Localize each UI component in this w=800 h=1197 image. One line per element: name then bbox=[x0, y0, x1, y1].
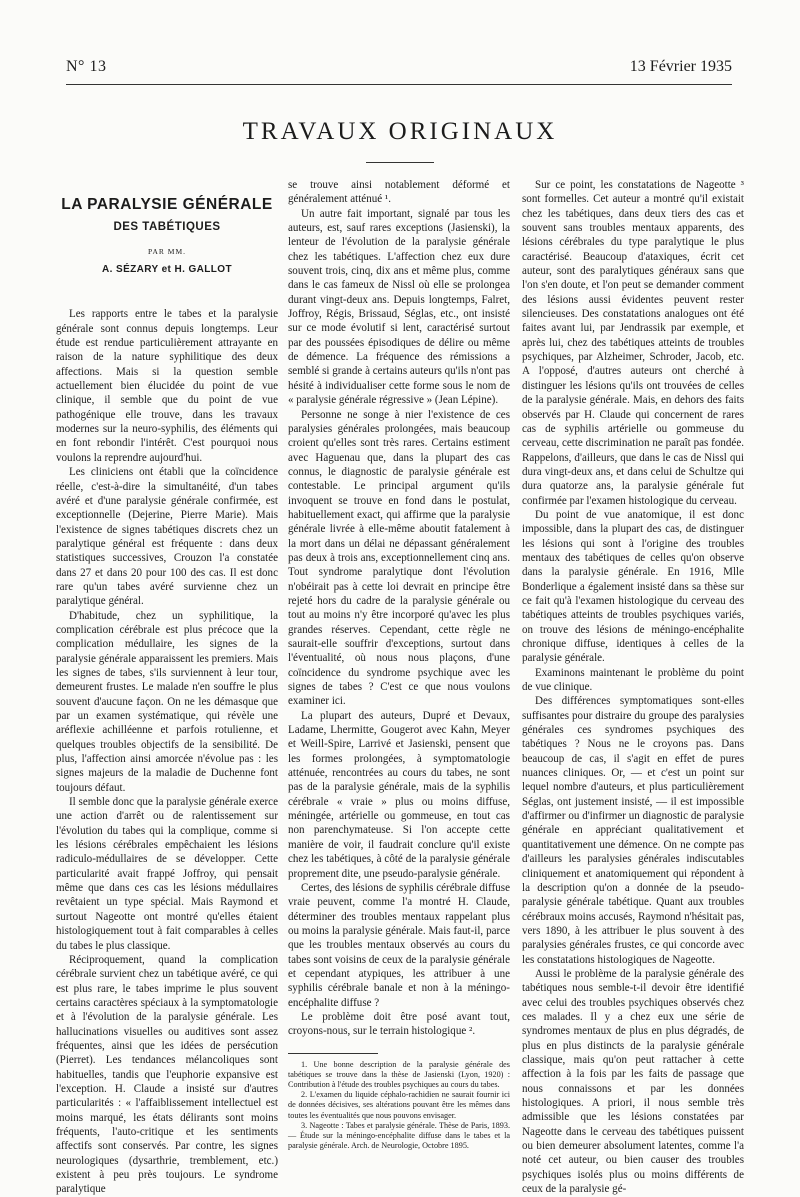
section-title: TRAVAUX ORIGINAUX bbox=[242, 118, 558, 145]
authors: A. SÉZARY et H. GALLOT bbox=[102, 264, 232, 276]
column-3 bbox=[522, 178, 744, 1196]
column-2 bbox=[288, 178, 510, 1151]
paragraph: Le problème doit être posé avant tout, croyons-nous, sur le terrain histologique ². bbox=[288, 1010, 510, 1038]
paragraph: Du point de vue anatomique, il est donc impossible, dans la plupart des cas, de distinguer les lésions qui sont à l'origine des troubles mentaux des tabétiques de celles qu'on observe dans la paralysie générale. En 1916, Mlle Bonderlique a également insisté dans sa thèse sur ce fait qu'à l'examen histologique du cerveau des tabétiques atteints de troubles psychiques variés, on trouve des lésions de méningo-encéphalite chronique diffuse, identiques à celles de la paralysie générale. bbox=[522, 508, 744, 665]
issue-date: 13 Février 1935 bbox=[629, 58, 732, 75]
paragraph: Des différences symptomatiques sont-elles suffisantes pour distraire du groupe des paralysies générales ces syndromes psychiques des tabétiques ? Nous ne le croyons pas. Dans beaucoup de cas, il s'agit en effet de pures nuances cliniques. Or, — et c'est un point sur lequel nombre d'auteurs, et plus particulièrement Séglas, ont justement insisté, — il est impossible d'affirmer ou d'infirmer un diagnostic de paralysie générale en appréciant qualitativement et quantitativement une démence. On ne compte pas d'ailleurs les paralysies générales indiscutables cliniquement et anatomiquement qui répondent à la description qu'on a donnée de la pseudo-paralysie générale tabétique. Quant aux troubles cérébraux moins accusés, Raymond n'hésitait pas, vers 1890, à les attribuer le plus souvent à des paralysies générales frustes, ce qui concorde avec les constatations histologiques de Nageotte. bbox=[522, 695, 744, 966]
paragraph: Sur ce point, les constatations de Nageotte ³ sont formelles. Cet auteur a montré qu'il existait chez les tabétiques, dans deux tiers des cas et souvent sans troubles mentaux apparents, des lésions cérébrales du type paralytique le plus caractérisé. Beaucoup d'ataxiques, écrit cet auteur, sont des paralytiques généraux sans que l'on s'en doute, et l'on peut se demander comment des lésions aussi évidentes peuvent rester silencieuses. Des constatations analogues ont été faites avant lui, par Jendrassik par exemple, et après lui, chez des tabétiques atteints de troubles psychiques, par Alzheimer, Schroder, Jacob, etc. A l'opposé, d'autres auteurs ont cherché à distinguer les lésions qu'ils ont trouvées de celles de la paralysie générale. Mais, en dehors des faits observés par H. Claude qui concernent de rares cas de syphilis artérielle ou gommeuse du cerveau, cette discrimination ne paraît pas fondée. Rappelons, d'ailleurs, que dans le cas de Nissl qui dura vingt-deux ans, et dans celui de Schultze qui dura quatorze ans, la paralysie générale fut confirmée par l'examen histologique du cerveau. bbox=[522, 179, 744, 507]
paragraph: Personne ne songe à nier l'existence de ces paralysies générales prolongées, mais beaucoup croient qu'elles sont très rares. Certains estiment avec Haguenau que, dans la plupart des cas connus, le diagnostic de paralysie générale est contestable. Le principal argument qu'ils invoquent se trouve en fond dans le postulat, habituellement exact, qui affirme que la paralysie générale livrée à elle-même aboutit fatalement à la mort dans un délai ne dépassant généralement pas deux à trois ans, exceptionnellement cinq ans. Tout syndrome paralytique dont l'évolution n'obéirait pas à cette loi devrait en principe être rejeté hors du cadre de la paralysie générale ou tout au moins n'y être incorporé qu'avec les plus grandes réserves. Cependant, cette règle ne saurait-elle souffrir d'exceptions, surtout dans l'éventualité, où nous nous plaçons, d'une coïncidence du syndrome psychique avec les signes de tabes ? C'est ce que nous voulons examiner ici. bbox=[288, 408, 510, 708]
article-subtitle: DES TABÉTIQUES bbox=[113, 221, 221, 234]
paragraph: Certes, des lésions de syphilis cérébrale diffuse vraie peuvent, comme l'a montré H. Claude, déterminer des troubles mentaux rappelant plus ou moins la paralysie générale. Mais faut-il, parce que les troubles mentaux observés au cours du tabes sont voisins de ceux de la paralysie générale et cependant atypiques, les attribuer à une syphilis cérébrale banale et non à la méningo-encéphalite diffuse ? bbox=[288, 881, 510, 1009]
paragraph: Les cliniciens ont établi que la coïncidence réelle, c'est-à-dire la simultanéité, d'un tabes avéré et d'une paralysie générale confirmée, est exceptionnelle (Dejerine, Pierre Marie). Mais l'existence de signes tabétiques discrets chez un paralytique général est fréquente : dans deux statistiques successives, Crouzon l'a constatée dans 27 et dans 20 pour 100 des cas. Il est donc rare qu'un tabes avéré survienne chez un paralytique général. bbox=[56, 466, 278, 608]
footnote-rule bbox=[288, 1053, 378, 1054]
paragraph: La plupart des auteurs, Dupré et Devaux, Ladame, Lhermitte, Gougerot avec Kahn, Meyer et Weill-Spire, Larrivé et Jasienski, pensent que les formes prolongées, à symptomatologie atténuée, rencontrées au cours du tabes, ne sont pas de la paralysie générale, mais de la syphilis cérébrale « vraie » plus ou moins diffuse, méningée, artérielle ou gommeuse, en tout cas non parenchymateuse. Si l'on accepte cette manière de voir, il faudrait conclure qu'il existe chez les tabétiques, à côté de la paralysie générale proprement dite, une pseudo-paralysie générale. bbox=[288, 709, 510, 880]
footnote: 3. Nageotte : Tabes et paralysie générale. Thèse de Paris, 1893. — Étude sur la méningo-encéphalite diffuse dans le tabes et la paralysie générale. Arch. de Neurologie, Octobre 1895. bbox=[288, 1120, 510, 1151]
section-rule bbox=[366, 162, 434, 163]
header-rule bbox=[66, 84, 732, 85]
paragraph: Réciproquement, quand la complication cérébrale survient chez un tabétique avéré, ce qui est plus rare, le tabes imprime le plus souvent certains caractères spéciaux à la symptomatologie et à l'évolution de la paralysie générale. Les hallucinations visuelles ou auditives sont assez fréquentes, ainsi que les idées de persécution (Pierret). Les tendances mélancoliques sont habituelles, tandis que l'euphorie expansive est l'exception. H. Claude a insisté sur d'autres particularités : « l'affaiblissement intellectuel est moins marqué, les états délirants sont moins fréquents, l'auto-critique et les sentiments affectifs sont conservés. Par contre, les signes neurologiques (dysarthrie, tremblement, etc.) existent à peu près toujours. Le syndrome paralytique bbox=[56, 953, 278, 1196]
paragraph: Examinons maintenant le problème du point de vue clinique. bbox=[522, 666, 744, 694]
paragraph: Les rapports entre le tabes et la paralysie générale sont connus depuis longtemps. Leur étude est rendue particulièrement attrayante en raison de la nature syphilitique des deux affections. Mais si la question semble actuellement bien élucidée du point de vue clinique, il semble que du point de vue pathogénique elle trouve, dans les travaux modernes sur la neuro-syphilis, des éléments qui en font rebondir l'intérêt. C'est pourquoi nous voulons la reprendre aujourd'hui. bbox=[56, 308, 278, 464]
byline-prefix: PAR MM. bbox=[148, 246, 186, 256]
article-title: LA PARALYSIE GÉNÉRALE bbox=[61, 196, 273, 213]
issue-number: N° 13 bbox=[66, 58, 107, 75]
paragraph: Aussi le problème de la paralysie générale des tabétiques nous semble-t-il devoir être identifié avec celui des troubles psychiques observés chez ces malades. Il y a chez eux une série de syndromes mentaux de plus en plus dégradés, de plus en plus distincts de la paralysie générale classique, mais qu'on peut rattacher à cette affection à la fois par les faits de passage que nous connaissons et par les données histologiques. A priori, il nous semble très admissible que les lésions constatées par Nageotte dans le cerveau des tabétiques puissent ou bien demeurer absolument latentes, comme l'a noté cet auteur, ou bien causer des troubles psychiques isolés plus ou moins différents de ceux de la paralysie gé- bbox=[522, 967, 744, 1196]
paragraph: se trouve ainsi notablement déformé et généralement atténué ¹. bbox=[288, 179, 510, 206]
paragraph: Il semble donc que la paralysie générale exerce une action d'arrêt ou de ralentissement sur l'évolution du tabes qui la complique, comme si les lésions cérébrales empêchaient les lésions radiculo-médullaires de se développer. Cette particularité avait frappé Joffroy, qui pensait même que dans ces cas les lésions médullaires revêtaient un type spécial. Mais Raymond et surtout Nageotte ont montré qu'elles étaient histologiquement tout à fait comparables à celles du tabes le plus classique. bbox=[56, 796, 278, 952]
column-1 bbox=[56, 192, 278, 1197]
paragraph: D'habitude, chez un syphilitique, la complication cérébrale est plus précoce que la complication médullaire, les signes de la paralysie générale apparaissent les premiers. Mais les signes de tabes, s'ils surviennent à leur tour, demeurent frustes. Le malade n'en souffre le plus souvent d'aucune façon. On ne les démasque que par un examen systématique, qui révèle une aréflexie achilléenne et parfois rotulienne, et quelques troubles objectifs de la sensibilité. De plus, l'affection ainsi amorcée n'évolue pas : les signes majeurs de la maladie de Duchenne font toujours défaut. bbox=[56, 609, 278, 794]
paragraph: Un autre fait important, signalé par tous les auteurs, est, sauf rares exceptions (Jasienski), la lenteur de l'évolution de la paralysie générale chez les tabétiques. L'affection chez eux dure souvent trois, cinq, dix ans et même plus, comme dans le cas fameux de Nissl où elle se prolongea durant vingt-deux ans. Depuis longtemps, Falret, Joffroy, Régis, Brissaud, Séglas, etc., ont insisté sur ce mode évolutif si lent, caractérisé surtout par des poussées épisodiques de délire ou même de démence. La fréquence des rémissions a semblé si grande à certains auteurs qu'ils n'ont pas hésité à individualiser cette forme sous le nom de « paralysie générale régressive » (Jean Lépine). bbox=[288, 207, 510, 407]
footnote: 1. Une bonne description de la paralysie générale des tabétiques se trouve dans la thèse de Jasienski (Lyon, 1920) : Contribution à l'étude des troubles psychiques au cours du tabes. bbox=[288, 1059, 510, 1090]
footnote: 2. L'examen du liquide céphalo-rachidien ne saurait fournir ici de données décisives, ses altérations pouvant être les mêmes dans toutes les éventualités que nous pouvons envisager. bbox=[288, 1090, 510, 1120]
